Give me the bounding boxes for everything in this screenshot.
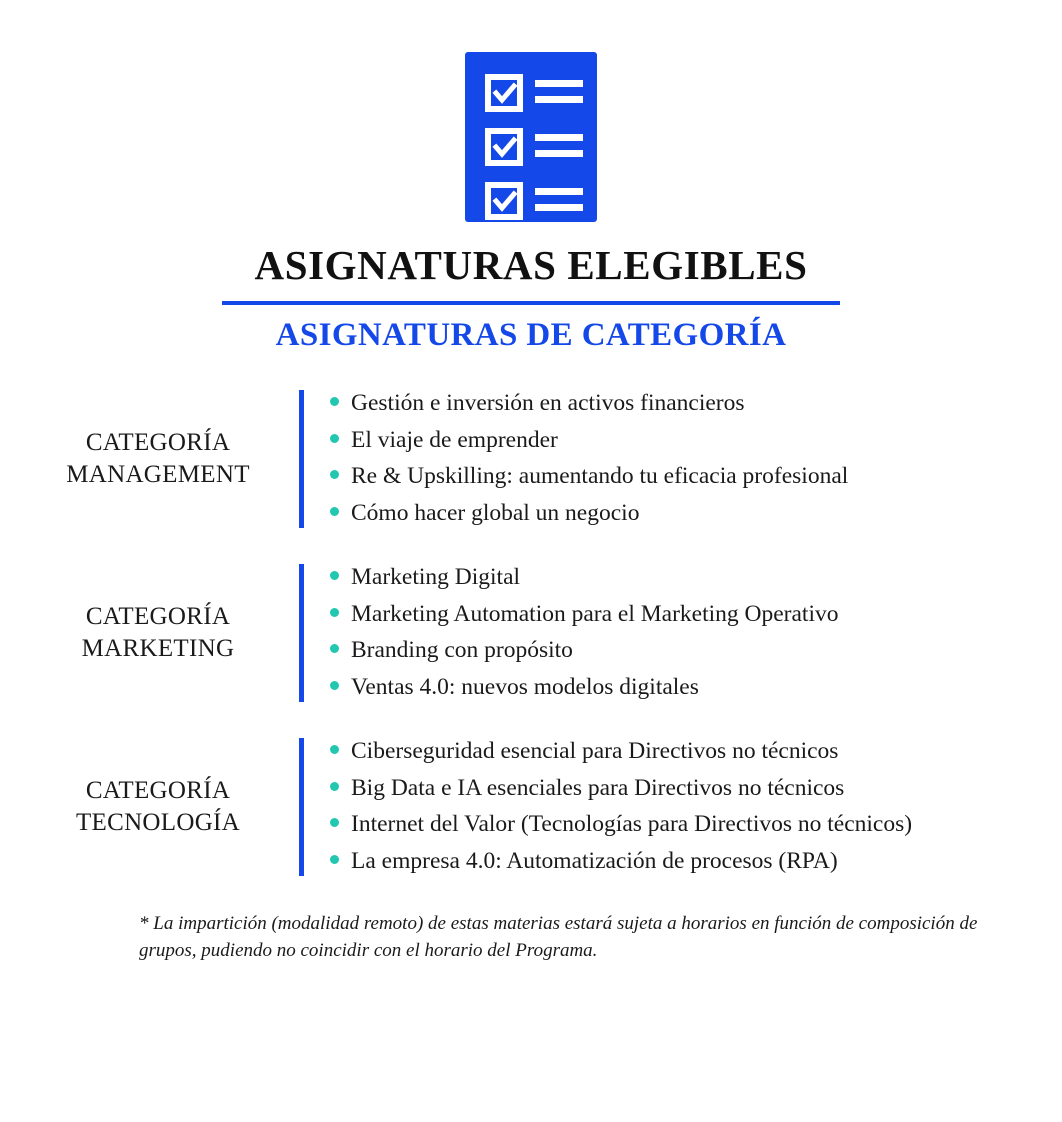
bullet-dot-icon bbox=[330, 434, 339, 443]
list-item bbox=[330, 500, 848, 528]
footnote: * La impartición (modalidad remoto) de estas materias estará sujeta a horarios en función de composición de grupos, pudiendo no coincidir con el horario del Programa. bbox=[139, 912, 978, 962]
list-item bbox=[330, 775, 912, 803]
category-list bbox=[31, 390, 1031, 876]
bullet-dot-icon bbox=[330, 745, 339, 754]
list-item bbox=[330, 601, 839, 629]
category-label bbox=[31, 601, 299, 665]
list-item bbox=[330, 811, 912, 839]
bullet-dot-icon bbox=[330, 818, 339, 827]
bullet-dot-icon bbox=[330, 782, 339, 791]
list-item-label: Cómo hacer global un negocio bbox=[351, 500, 640, 527]
category-block-marketing bbox=[31, 564, 1031, 702]
page-subtitle: ASIGNATURAS DE CATEGORÍA bbox=[275, 317, 787, 354]
checklist-icon bbox=[465, 52, 597, 222]
category-items bbox=[304, 564, 839, 702]
category-block-management bbox=[31, 390, 1031, 528]
list-item-label: Re & Upskilling: aumentando tu eficacia profesional bbox=[351, 463, 849, 490]
list-item bbox=[330, 390, 848, 418]
list-item-label: Marketing Digital bbox=[351, 563, 521, 590]
list-item bbox=[330, 637, 839, 665]
category-label-line2: MANAGEMENT bbox=[66, 460, 250, 488]
category-block-tecnologia bbox=[31, 738, 1031, 876]
category-label-line2: TECNOLOGÍA bbox=[75, 808, 241, 836]
checklist-icon-wrapper bbox=[465, 52, 597, 222]
bullet-dot-icon bbox=[330, 470, 339, 479]
list-item bbox=[330, 564, 839, 592]
bullet-dot-icon bbox=[330, 397, 339, 406]
page-title: ASIGNATURAS ELEGIBLES bbox=[254, 242, 808, 288]
title-block bbox=[0, 244, 1062, 354]
list-item-label: Ventas 4.0: nuevos modelos digitales bbox=[351, 674, 699, 701]
category-label-line1: CATEGORÍA bbox=[85, 602, 231, 630]
list-item bbox=[330, 427, 848, 455]
list-item-label: Ciberseguridad esencial para Directivos no técnicos bbox=[351, 737, 839, 764]
bullet-dot-icon bbox=[330, 507, 339, 516]
category-items bbox=[304, 390, 848, 528]
list-item bbox=[330, 463, 848, 491]
list-item bbox=[330, 674, 839, 702]
list-item-label: El viaje de emprender bbox=[351, 426, 558, 453]
list-item bbox=[330, 848, 912, 876]
category-label bbox=[31, 775, 299, 839]
category-label-line1: CATEGORÍA bbox=[85, 776, 231, 804]
list-item-label: Branding con propósito bbox=[351, 637, 573, 664]
list-item-label: Gestión e inversión en activos financieros bbox=[351, 390, 745, 417]
bullet-dot-icon bbox=[330, 855, 339, 864]
category-label bbox=[31, 427, 299, 491]
list-item-label: Marketing Automation para el Marketing Operativo bbox=[351, 600, 839, 627]
category-label-line1: CATEGORÍA bbox=[85, 428, 231, 456]
list-item bbox=[330, 738, 912, 766]
category-label-line2: MARKETING bbox=[81, 634, 235, 662]
list-item-label: La empresa 4.0: Automatización de procesos (RPA) bbox=[351, 847, 838, 874]
list-item-label: Internet del Valor (Tecnologías para Directivos no técnicos) bbox=[351, 811, 913, 838]
bullet-dot-icon bbox=[330, 571, 339, 580]
bullet-dot-icon bbox=[330, 644, 339, 653]
title-divider bbox=[222, 301, 840, 305]
bullet-dot-icon bbox=[330, 608, 339, 617]
list-item-label: Big Data e IA esenciales para Directivos no técnicos bbox=[351, 774, 845, 801]
category-items bbox=[304, 738, 912, 876]
bullet-dot-icon bbox=[330, 681, 339, 690]
